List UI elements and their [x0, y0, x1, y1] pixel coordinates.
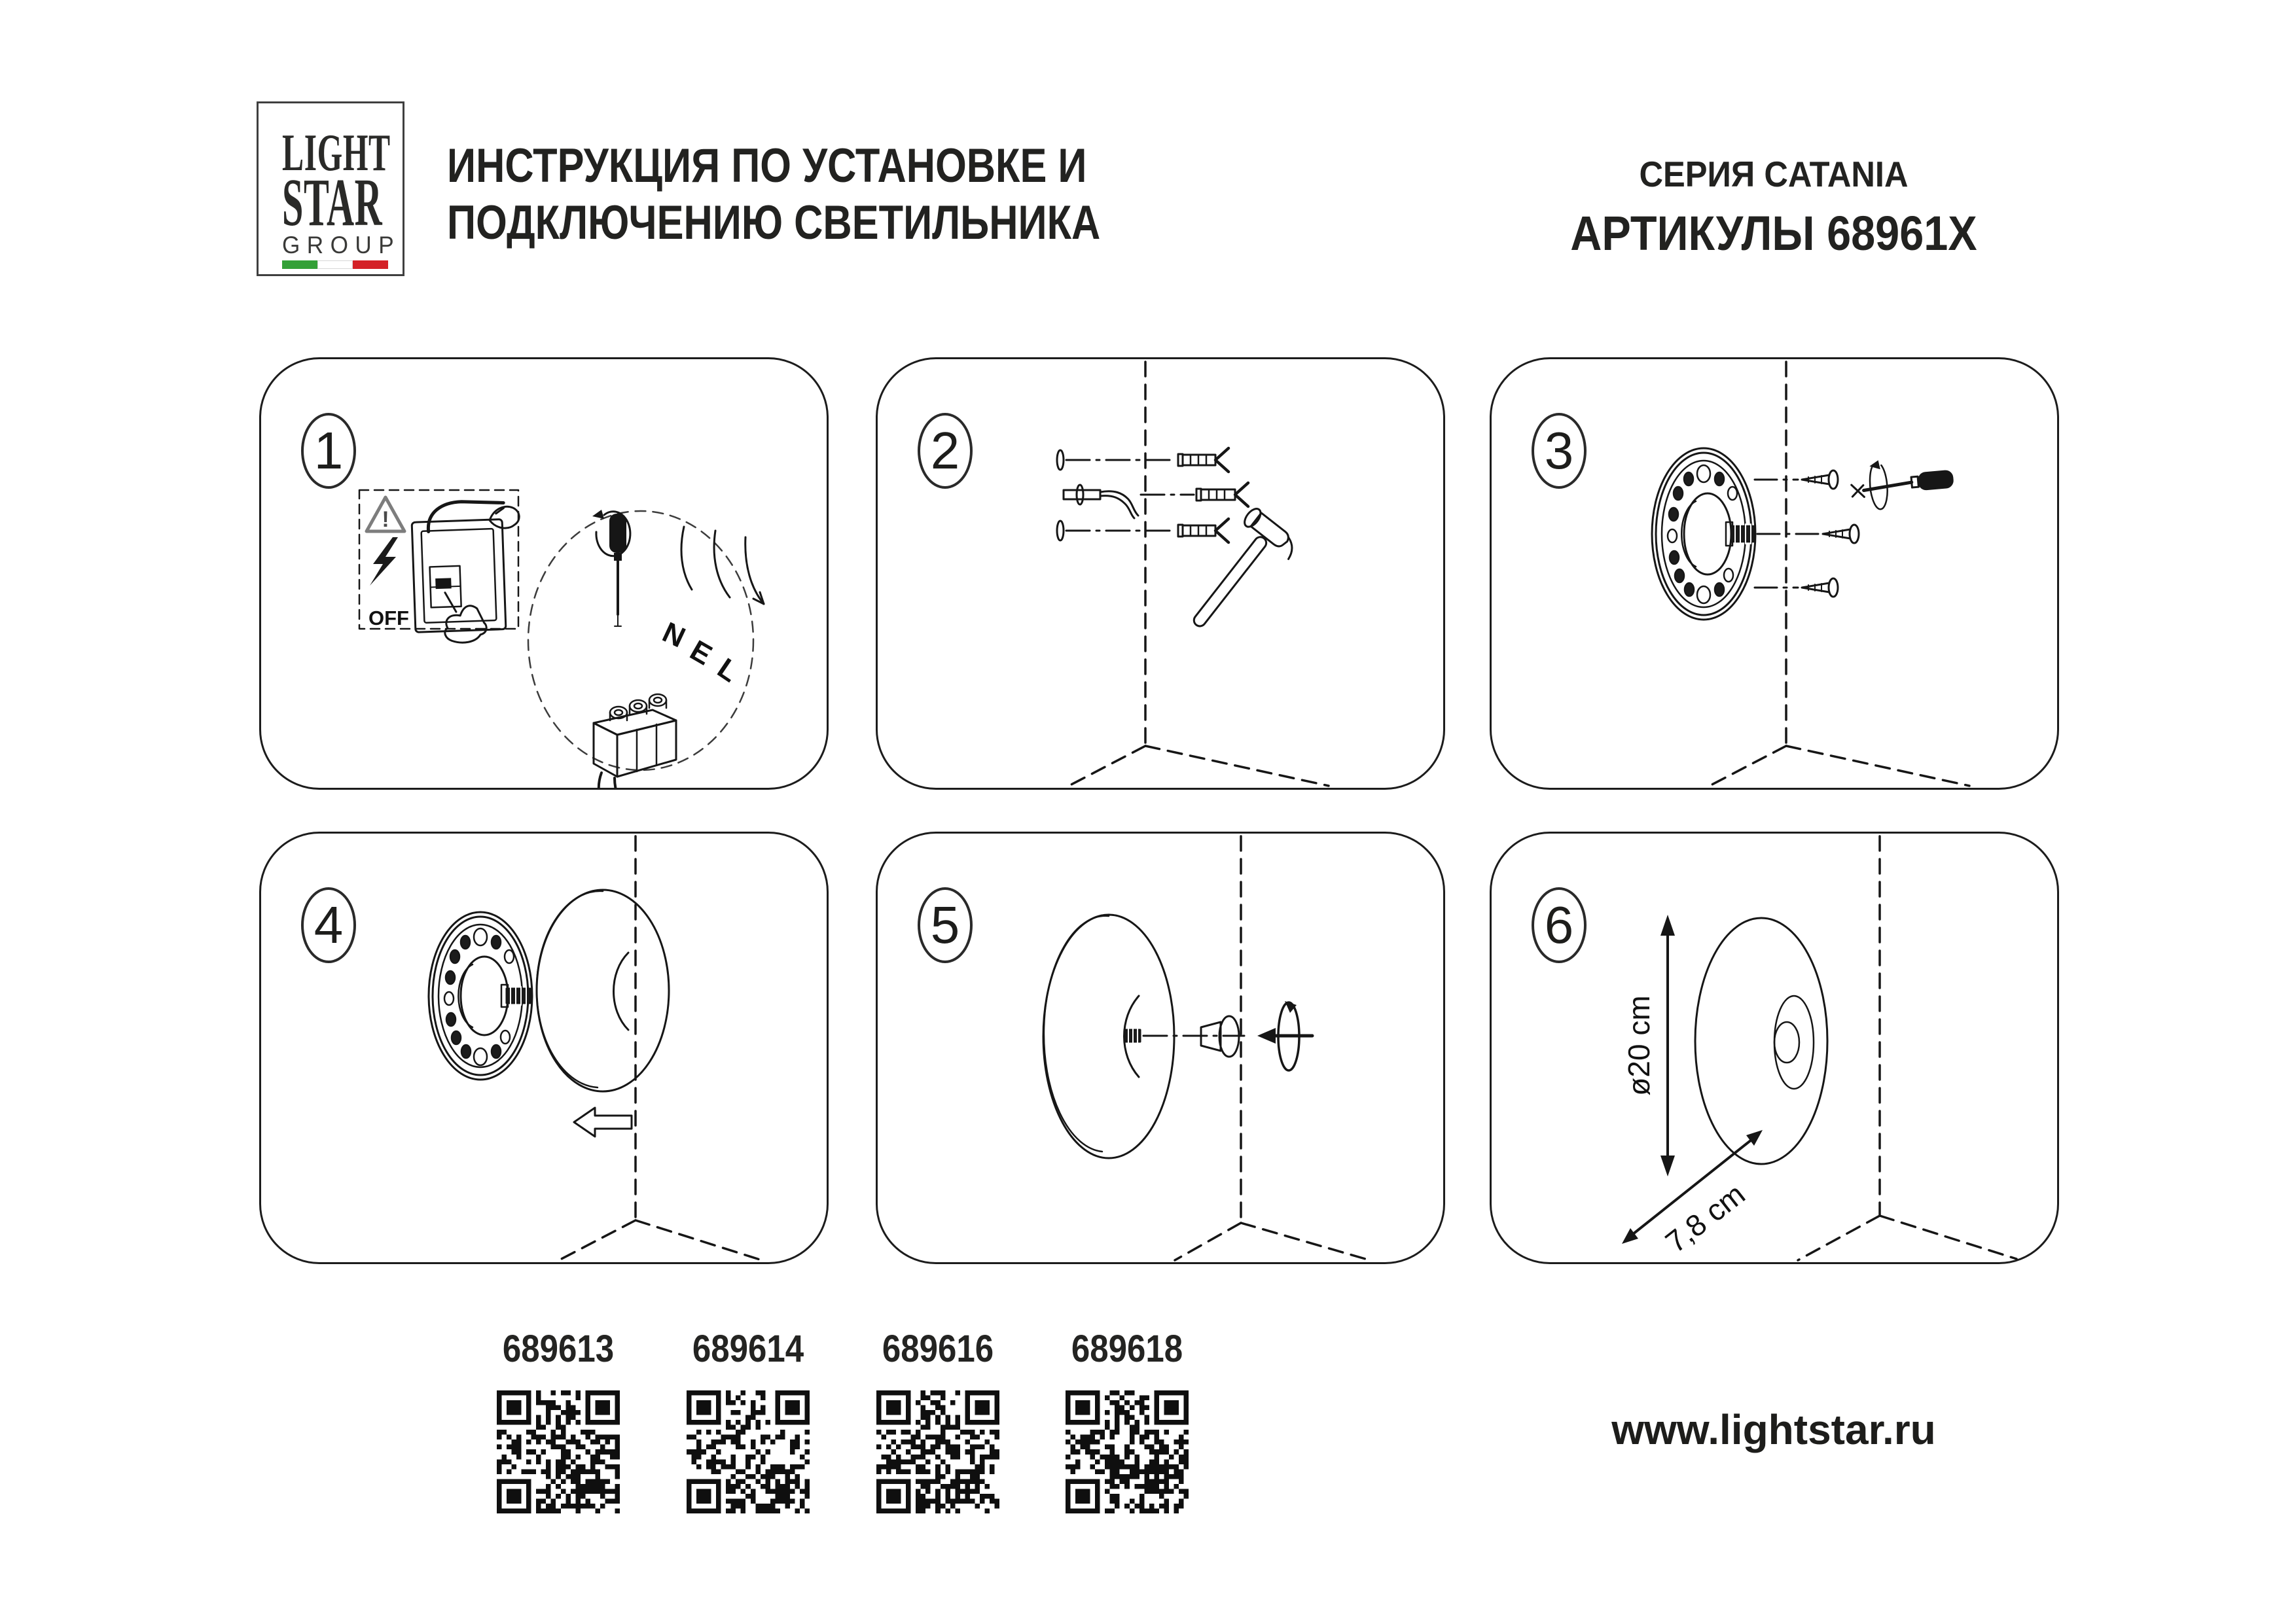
lightning-icon — [370, 537, 398, 586]
off-label: OFF — [368, 607, 409, 629]
article-variant — [673, 1327, 823, 1513]
mounting-plate-screws-illustration — [1492, 359, 2057, 788]
step-panel-3 — [1490, 357, 2059, 790]
article-variant — [863, 1327, 1013, 1513]
step-number-badge: 1 — [301, 413, 356, 489]
step-number-badge: 3 — [1532, 413, 1587, 489]
fixing-screw-row — [1755, 470, 1838, 489]
terminal-block-illustration — [594, 694, 676, 788]
diameter-dimension-arrow — [1660, 915, 1675, 1176]
step-panel-4 — [259, 832, 829, 1264]
dowels-hammer-illustration — [878, 359, 1443, 788]
wall-switch-illustration — [411, 500, 524, 644]
terminal-label-e: E — [685, 634, 717, 672]
logo-word-light: LIGHT — [282, 124, 391, 182]
power-off-wiring-illustration — [261, 359, 827, 788]
article-variant — [483, 1327, 634, 1513]
diameter-label: ø20 cm — [1622, 995, 1656, 1096]
series-block — [1525, 153, 2022, 261]
logo-word-star: STAR — [282, 165, 383, 240]
website-link: www.lightstar.ru — [1611, 1406, 1936, 1453]
push-arrow — [1257, 1028, 1312, 1044]
step-panel-5 — [876, 832, 1445, 1264]
article-number: 689614 — [692, 1328, 804, 1370]
flag-green — [282, 260, 317, 269]
article-number: 689618 — [1071, 1328, 1183, 1370]
hammer-icon — [1175, 506, 1302, 644]
wall-corner-lines — [1069, 362, 1329, 786]
article-number: 689616 — [882, 1328, 994, 1370]
step-number-badge: 5 — [918, 887, 973, 963]
threaded-stud — [1731, 524, 1755, 544]
attach-shade-illustration — [261, 834, 827, 1262]
qr-code — [876, 1390, 999, 1513]
fix-finial-illustration — [878, 834, 1443, 1262]
anchor-wire-row — [1064, 483, 1248, 518]
articles-code: АРТИКУЛЫ 68961X — [1570, 206, 1977, 260]
threaded-stud — [1124, 1028, 1140, 1044]
push-arrow — [574, 1108, 632, 1137]
article-variant — [1052, 1327, 1202, 1513]
qr-code — [1066, 1390, 1189, 1513]
screw-and-dowel-row — [1057, 448, 1229, 472]
article-number: 689613 — [502, 1328, 615, 1370]
warning-triangle-icon — [367, 497, 404, 532]
wall-corner-lines — [559, 836, 762, 1260]
series-name: СЕРИЯ CATANIA — [1639, 154, 1909, 194]
qr-code — [497, 1390, 620, 1513]
fixing-screw-row — [1757, 525, 1859, 543]
mains-wires — [681, 527, 764, 604]
screwdriver-icon — [592, 510, 630, 626]
wall-corner-lines — [1798, 836, 2017, 1260]
mounting-plate-illustration — [1652, 448, 1755, 620]
threaded-stud — [507, 987, 530, 1005]
italian-flag-stripe — [282, 260, 388, 269]
dimensions-illustration — [1492, 834, 2057, 1262]
svg-text:!: ! — [382, 507, 389, 532]
page-title — [447, 137, 1217, 251]
flag-red — [353, 260, 388, 269]
lamp-shade-illustration — [1695, 918, 1827, 1164]
depth-label: 7,8 cm — [1659, 1176, 1751, 1260]
terminal-label-l: L — [711, 652, 745, 689]
screw-and-dowel-row — [1057, 519, 1229, 542]
step-panel-6 — [1490, 832, 2059, 1264]
step-panel-2 — [876, 357, 1445, 790]
title-line-2: ПОДКЛЮЧЕНИЮ СВЕТИЛЬНИКА — [447, 196, 1101, 249]
flag-white — [317, 260, 353, 269]
wall-corner-lines — [1175, 836, 1370, 1260]
step-number-badge: 4 — [301, 887, 356, 963]
lamp-shade-illustration — [537, 890, 669, 1091]
detail-ellipse — [528, 511, 753, 770]
title-line-1: ИНСТРУКЦИЯ ПО УСТАНОВКЕ И — [447, 139, 1087, 192]
step-number-badge: 6 — [1532, 887, 1587, 963]
logo-word-group: GROUP — [282, 232, 401, 258]
mounting-plate-illustration — [429, 912, 532, 1080]
screwdriver-icon — [1850, 454, 1956, 512]
fixing-screw-row — [1755, 578, 1838, 597]
terminal-label-n: N — [657, 616, 691, 654]
qr-code — [687, 1390, 810, 1513]
lightstar-logo — [257, 101, 404, 276]
step-panel-1 — [259, 357, 829, 790]
step-number-badge: 2 — [918, 413, 973, 489]
